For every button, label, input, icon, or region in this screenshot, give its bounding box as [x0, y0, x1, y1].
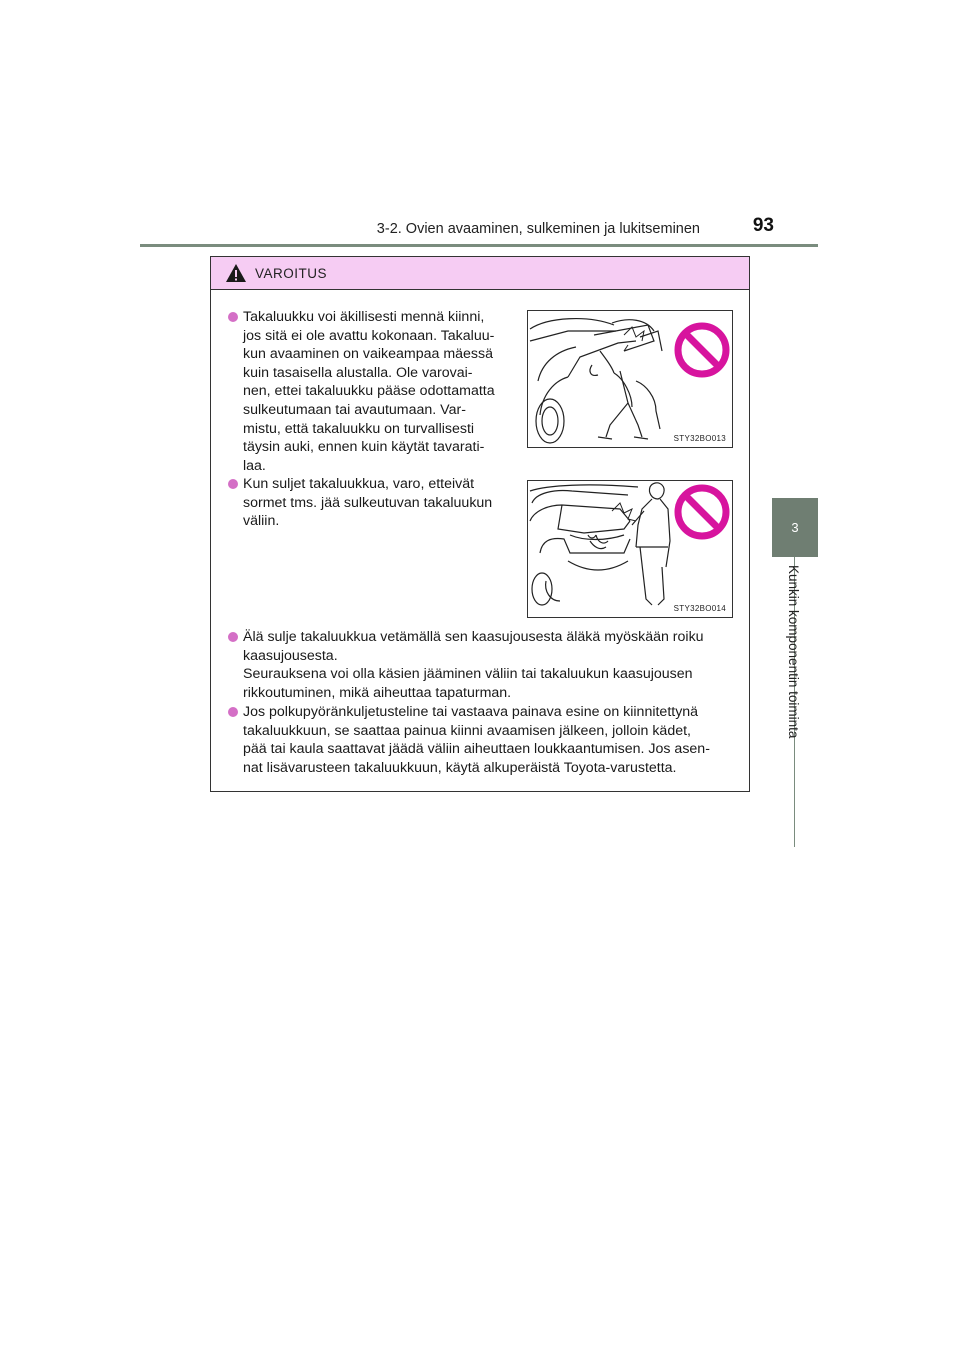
text-line: Kun suljet takaluukkua, varo, etteivät	[243, 476, 475, 492]
warning-item	[243, 703, 743, 777]
illustration-tailgate-close	[527, 480, 733, 618]
bullet-icon	[228, 632, 238, 642]
chapter-number: 3	[791, 520, 799, 535]
text-line: täysin auki, ennen kuin käytät tavarati-	[243, 439, 485, 456]
text-line: väliin.	[243, 513, 280, 530]
warning-item	[243, 308, 517, 475]
prohibition-icon	[674, 322, 730, 378]
page-number: 93	[752, 215, 774, 236]
section-title: 3-2. Ovien avaaminen, sulkeminen ja lukitseminen	[376, 221, 700, 237]
text-line: Takaluukku voi äkillisesti mennä kiinni,	[243, 309, 485, 325]
warning-header	[211, 257, 749, 290]
text-line: laa.	[243, 457, 266, 474]
text-line: nen, ettei takaluukku pääse odottamatta	[243, 383, 495, 400]
figure-code: STY32BO013	[673, 434, 726, 443]
text-line: jos sitä ei ole avattu kokonaan. Takaluu-	[243, 327, 495, 344]
bullet-icon	[228, 312, 238, 322]
text-line: nat lisävarusteen takaluukkuun, käytä alkuperäistä Toyota-varustetta.	[243, 759, 677, 776]
text-line: sulkeutumaan tai avautumaan. Var-	[243, 401, 466, 418]
text-line: rikkoutuminen, mikä aiheuttaa tapaturman.	[243, 684, 512, 701]
warning-triangle-icon	[225, 263, 247, 283]
text-line: Seurauksena voi olla käsien jääminen väliin tai takaluukun kaasujousen	[243, 666, 693, 683]
prohibition-icon	[674, 484, 730, 540]
text-line: sormet tms. jää sulkeutuvan takaluukun	[243, 494, 493, 511]
illustration-tailgate-open	[527, 310, 733, 448]
chapter-tab	[772, 498, 818, 557]
text-line: kuin tasaisella alustalla. Ole varovai-	[243, 364, 473, 381]
warning-item	[243, 475, 517, 531]
figure-code: STY32BO014	[673, 604, 726, 613]
text-line: Älä sulje takaluukkua vetämällä sen kaasujousesta äläkä myöskään roiku	[243, 629, 704, 645]
header-rule	[140, 244, 818, 247]
bullet-icon	[228, 479, 238, 489]
bullet-icon	[228, 707, 238, 717]
text-line: pää tai kaula saattavat jäädä väliin aiheuttaen loukkaantumisen. Jos asen-	[243, 741, 710, 758]
text-line: takaluukkuun, se saattaa painua kiinni avaamisen jälkeen, jolloin kädet,	[243, 722, 691, 739]
warning-title: VAROITUS	[255, 265, 328, 281]
text-line: mistu, että takaluukku on turvallisesti	[243, 420, 475, 437]
text-line: Jos polkupyöränkuljetusteline tai vastaava painava esine on kiinnitettynä	[243, 704, 699, 720]
text-line: kun avaaminen on vaikeampaa mäessä	[243, 346, 494, 363]
chapter-title: Kunkin komponentin toiminta	[786, 565, 801, 739]
text-line: kaasujousesta.	[243, 647, 338, 664]
warning-item	[243, 628, 743, 702]
warning-box	[210, 256, 750, 792]
